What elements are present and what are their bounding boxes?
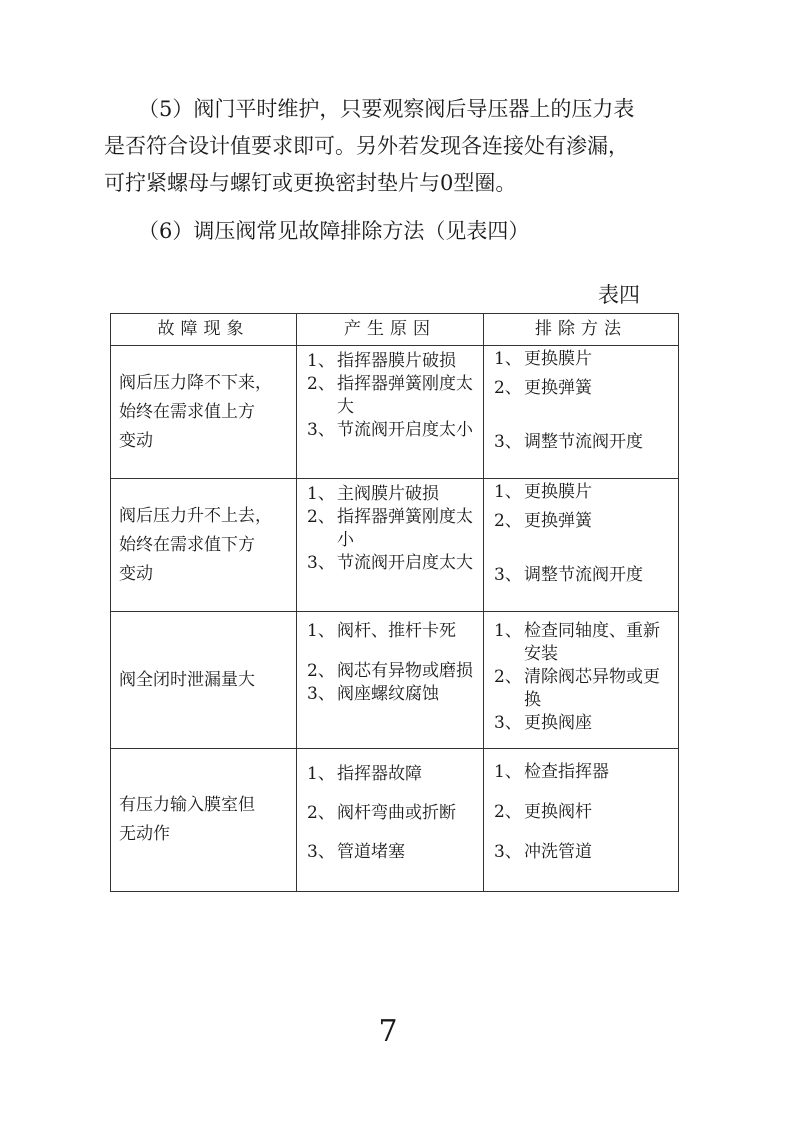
cause-item: 1、 指挥器故障 bbox=[307, 764, 422, 784]
cause-item: 1、 主阀膜片破损 bbox=[307, 484, 439, 504]
phenomenon-cell bbox=[111, 612, 297, 749]
header-cause: 产生原因 bbox=[297, 314, 484, 346]
remedy-item: 3、 冲洗管道 bbox=[494, 842, 592, 862]
cause-item: 3、 阀座螺纹腐蚀 bbox=[307, 684, 439, 704]
remedy-item: 3、 调整节流阀开度 bbox=[494, 432, 643, 452]
remedy-item: 3、 更换阀座 bbox=[494, 713, 592, 733]
phenomenon-line: 始终在需求值下方 bbox=[119, 534, 255, 555]
remedy-cell bbox=[484, 479, 679, 612]
cause-item: 1、 指挥器膜片破损 bbox=[307, 351, 456, 371]
cause-item: 1、 阀杆、推杆卡死 bbox=[307, 621, 456, 641]
phenomenon-line: 阀全闭时泄漏量大 bbox=[119, 669, 255, 690]
remedy-item: 1、 更换膜片 bbox=[494, 349, 592, 369]
remedy-cell bbox=[484, 346, 679, 479]
paragraph-5-line-1: （5）阀门平时维护，只要观察阀后导压器上的压力表 bbox=[138, 97, 635, 121]
phenomenon-line: 始终在需求值上方 bbox=[119, 401, 255, 422]
paragraph-6: （6）调压阀常见故障排除方法（见表四） bbox=[138, 219, 530, 243]
cause-cell bbox=[297, 612, 484, 749]
fault-table bbox=[110, 313, 679, 892]
table-caption: 表四 bbox=[598, 283, 640, 307]
phenomenon-cell bbox=[111, 479, 297, 612]
remedy-item: 3、 调整节流阀开度 bbox=[494, 565, 643, 585]
remedy-item: 2、 更换阀杆 bbox=[494, 802, 592, 822]
cause-item: 2、 阀杆弯曲或折断 bbox=[307, 803, 456, 823]
remedy-cell bbox=[484, 749, 679, 892]
remedy-item: 1、 更换膜片 bbox=[494, 482, 592, 502]
cause-item: 2、 指挥器弹簧刚度太大 bbox=[307, 374, 473, 417]
cause-item: 2、 阀芯有异物或磨损 bbox=[307, 661, 473, 681]
remedy-item: 2、 清除阀芯异物或更换 bbox=[494, 667, 660, 710]
remedy-cell bbox=[484, 612, 679, 749]
table-row bbox=[111, 612, 679, 749]
phenomenon-line: 有压力输入膜室但 bbox=[119, 795, 255, 815]
table-header-row bbox=[111, 314, 679, 346]
cause-item: 2、 指挥器弹簧刚度太小 bbox=[307, 507, 473, 550]
table-row bbox=[111, 479, 679, 612]
cause-cell bbox=[297, 479, 484, 612]
remedy-item: 1、 检查指挥器 bbox=[494, 762, 609, 782]
cause-cell bbox=[297, 346, 484, 479]
phenomenon-cell bbox=[111, 749, 297, 892]
remedy-item: 1、 检查同轴度、重新安装 bbox=[494, 621, 660, 664]
cause-item: 3、 节流阀开启度太小 bbox=[307, 420, 473, 440]
cause-item: 3、 节流阀开启度太大 bbox=[307, 553, 473, 573]
paragraph-5-line-2: 是否符合设计值要求即可。另外若发现各连接处有渗漏， bbox=[104, 134, 629, 158]
table-row bbox=[111, 749, 679, 892]
table-row bbox=[111, 346, 679, 479]
phenomenon-line: 变动 bbox=[119, 563, 153, 584]
remedy-item: 2、 更换弹簧 bbox=[494, 378, 592, 398]
paragraph-5 bbox=[104, 91, 634, 202]
phenomenon-line: 无动作 bbox=[119, 824, 170, 844]
phenomenon-line: 阀后压力升不上去， bbox=[119, 505, 272, 526]
page-number: 7 bbox=[378, 1014, 398, 1049]
cause-item: 3、 管道堵塞 bbox=[307, 842, 405, 862]
paragraph-5-line-3: 可拧紧螺母与螺钉或更换密封垫片与0型圈。 bbox=[104, 171, 517, 195]
phenomenon-line: 阀后压力降不下来， bbox=[119, 372, 272, 393]
remedy-item: 2、 更换弹簧 bbox=[494, 511, 592, 531]
cause-cell bbox=[297, 749, 484, 892]
phenomenon-line: 变动 bbox=[119, 430, 153, 451]
header-remedy: 排除方法 bbox=[484, 314, 679, 346]
header-phenomenon: 故障现象 bbox=[111, 314, 297, 346]
phenomenon-cell bbox=[111, 346, 297, 479]
